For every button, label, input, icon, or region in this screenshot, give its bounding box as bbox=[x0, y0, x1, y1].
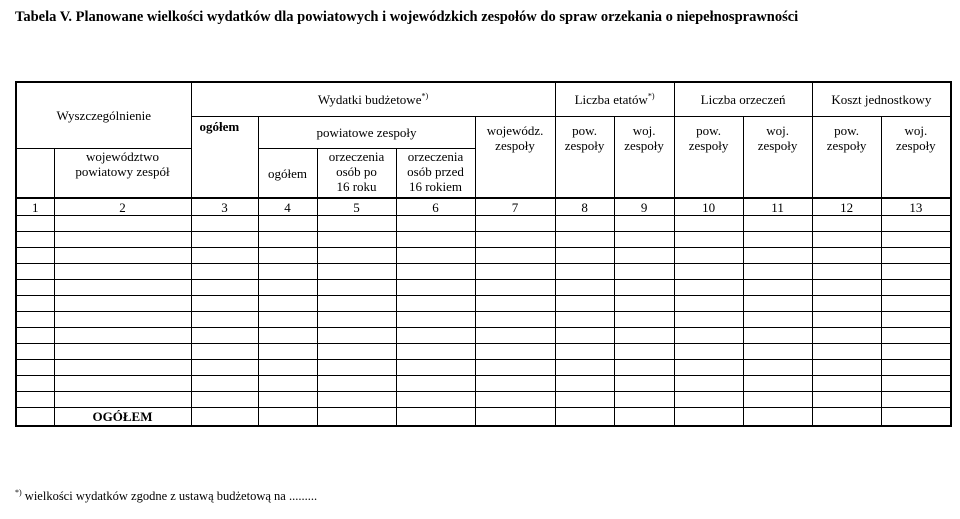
table-cell bbox=[555, 216, 614, 232]
table-cell bbox=[258, 264, 317, 280]
table-cell bbox=[258, 376, 317, 392]
table-cell bbox=[881, 360, 951, 376]
table-cell bbox=[614, 344, 674, 360]
table-cell bbox=[674, 408, 743, 427]
table-cell bbox=[16, 344, 54, 360]
table-cell bbox=[16, 328, 54, 344]
table-cell bbox=[396, 328, 475, 344]
table-cell bbox=[674, 344, 743, 360]
table-cell bbox=[812, 296, 881, 312]
table-cell bbox=[743, 312, 812, 328]
table-cell bbox=[16, 392, 54, 408]
table-cell bbox=[881, 280, 951, 296]
table-cell bbox=[54, 232, 191, 248]
header-wyszczegolnienie: Wyszczególnienie bbox=[16, 82, 191, 148]
table-cell bbox=[396, 392, 475, 408]
table-cell bbox=[396, 232, 475, 248]
table-cell bbox=[317, 344, 396, 360]
column-number: 10 bbox=[674, 198, 743, 216]
table-cell bbox=[475, 232, 555, 248]
table-cell bbox=[191, 360, 258, 376]
column-number: 5 bbox=[317, 198, 396, 216]
header-koszt-jednostkowy: Koszt jednostkowy bbox=[812, 82, 951, 116]
table-cell bbox=[812, 232, 881, 248]
header-etaty-pow: pow. zespoły bbox=[555, 116, 614, 198]
table-cell bbox=[674, 360, 743, 376]
table-cell bbox=[614, 312, 674, 328]
header-ogolem-label: ogółem bbox=[199, 118, 240, 134]
table-cell bbox=[258, 232, 317, 248]
table-cell bbox=[396, 216, 475, 232]
table-cell bbox=[614, 248, 674, 264]
table-cell bbox=[317, 360, 396, 376]
table-cell bbox=[743, 344, 812, 360]
table-cell bbox=[258, 216, 317, 232]
table-cell bbox=[16, 264, 54, 280]
table-cell bbox=[555, 296, 614, 312]
table-cell bbox=[674, 312, 743, 328]
table-cell bbox=[475, 408, 555, 427]
header-liczba-etatow: Liczba etatów*) bbox=[555, 82, 674, 116]
table-row bbox=[16, 344, 951, 360]
table-cell bbox=[16, 296, 54, 312]
table-cell bbox=[812, 360, 881, 376]
header-powiatowe-zespoly: powiatowe zespoły bbox=[258, 116, 475, 148]
table-cell bbox=[881, 216, 951, 232]
table-cell bbox=[674, 296, 743, 312]
header-ogolem-bold bbox=[191, 116, 258, 198]
table-cell bbox=[317, 392, 396, 408]
table-cell bbox=[614, 408, 674, 427]
table-cell bbox=[743, 408, 812, 427]
table-cell bbox=[555, 360, 614, 376]
table-cell bbox=[614, 216, 674, 232]
table-cell bbox=[396, 248, 475, 264]
table-cell bbox=[396, 296, 475, 312]
table-cell bbox=[317, 312, 396, 328]
table-cell bbox=[258, 248, 317, 264]
table-cell bbox=[812, 248, 881, 264]
table-cell bbox=[54, 328, 191, 344]
table-cell bbox=[614, 360, 674, 376]
table-cell bbox=[191, 248, 258, 264]
table-cell bbox=[555, 312, 614, 328]
footnote bbox=[15, 489, 317, 504]
column-number: 3 bbox=[191, 198, 258, 216]
table-cell bbox=[258, 328, 317, 344]
table-cell bbox=[317, 296, 396, 312]
table-cell bbox=[881, 408, 951, 427]
table-cell bbox=[54, 344, 191, 360]
table-cell bbox=[258, 296, 317, 312]
table-cell bbox=[555, 392, 614, 408]
table-cell bbox=[396, 312, 475, 328]
table-cell bbox=[258, 360, 317, 376]
column-number: 13 bbox=[881, 198, 951, 216]
table-cell bbox=[191, 392, 258, 408]
table-cell bbox=[674, 392, 743, 408]
table-cell bbox=[743, 376, 812, 392]
table-cell bbox=[16, 216, 54, 232]
table-cell bbox=[475, 248, 555, 264]
column-number: 12 bbox=[812, 198, 881, 216]
header-wojewodztwo-powiat: województwo powiatowy zespół bbox=[54, 148, 191, 198]
header-koszt-woj: woj. zespoły bbox=[881, 116, 951, 198]
table-cell bbox=[812, 376, 881, 392]
table-cell bbox=[191, 216, 258, 232]
table-row bbox=[16, 376, 951, 392]
header-etaty-woj: woj. zespoły bbox=[614, 116, 674, 198]
table-cell bbox=[191, 296, 258, 312]
total-row bbox=[16, 408, 951, 427]
table-row bbox=[16, 312, 951, 328]
table-cell bbox=[258, 392, 317, 408]
table-cell bbox=[54, 360, 191, 376]
table-cell bbox=[396, 376, 475, 392]
table-cell bbox=[555, 408, 614, 427]
table-cell bbox=[881, 376, 951, 392]
table-cell bbox=[475, 216, 555, 232]
table-cell bbox=[614, 328, 674, 344]
table-cell bbox=[317, 328, 396, 344]
page-title: Tabela V. Planowane wielkości wydatków dla powiatowych i wojewódzkich zespołów do spraw orzekania o niepełnosprawności bbox=[15, 9, 799, 25]
table-cell bbox=[812, 280, 881, 296]
table-cell bbox=[317, 248, 396, 264]
table-cell bbox=[475, 376, 555, 392]
footnote-marker: *) bbox=[15, 487, 22, 497]
table-cell bbox=[191, 328, 258, 344]
table-cell bbox=[16, 312, 54, 328]
table-cell bbox=[674, 264, 743, 280]
table-cell bbox=[258, 280, 317, 296]
column-number-row bbox=[16, 198, 951, 216]
table-cell bbox=[812, 312, 881, 328]
table-cell bbox=[475, 312, 555, 328]
table-cell bbox=[191, 280, 258, 296]
table-cell bbox=[16, 408, 54, 427]
table-cell bbox=[54, 248, 191, 264]
table-cell bbox=[614, 264, 674, 280]
table-cell bbox=[674, 328, 743, 344]
table-row bbox=[16, 328, 951, 344]
column-number: 4 bbox=[258, 198, 317, 216]
table-cell bbox=[54, 296, 191, 312]
header-wydatki: Wydatki budżetowe*) bbox=[191, 82, 555, 116]
table-cell bbox=[191, 344, 258, 360]
table-cell bbox=[881, 248, 951, 264]
table-cell bbox=[317, 376, 396, 392]
table-cell bbox=[812, 344, 881, 360]
table-cell bbox=[396, 280, 475, 296]
table-row bbox=[16, 392, 951, 408]
table-cell bbox=[191, 408, 258, 427]
header-blank bbox=[16, 148, 54, 198]
table-cell bbox=[881, 392, 951, 408]
table-cell bbox=[16, 360, 54, 376]
table-cell bbox=[812, 408, 881, 427]
header-powiat-ogolem: ogółem bbox=[258, 148, 317, 198]
table-cell bbox=[317, 408, 396, 427]
table-cell bbox=[743, 296, 812, 312]
table-cell bbox=[54, 216, 191, 232]
table-cell bbox=[475, 360, 555, 376]
table-cell bbox=[396, 344, 475, 360]
table-cell bbox=[475, 296, 555, 312]
table-cell bbox=[614, 296, 674, 312]
table-cell bbox=[16, 232, 54, 248]
table-cell bbox=[191, 232, 258, 248]
table-cell bbox=[881, 328, 951, 344]
table-cell bbox=[812, 264, 881, 280]
table-cell bbox=[258, 312, 317, 328]
table-cell bbox=[743, 216, 812, 232]
table-cell bbox=[674, 376, 743, 392]
table-cell bbox=[674, 232, 743, 248]
table-cell bbox=[16, 376, 54, 392]
column-number: 2 bbox=[54, 198, 191, 216]
column-number: 7 bbox=[475, 198, 555, 216]
header-orzeczenia-po-16: orzeczenia osób po 16 roku bbox=[317, 148, 396, 198]
table-cell bbox=[555, 232, 614, 248]
table-cell bbox=[812, 216, 881, 232]
table-cell bbox=[191, 376, 258, 392]
table-cell bbox=[881, 296, 951, 312]
column-number: 11 bbox=[743, 198, 812, 216]
table-cell bbox=[743, 264, 812, 280]
table-cell bbox=[317, 280, 396, 296]
table-cell bbox=[812, 392, 881, 408]
table-cell bbox=[614, 280, 674, 296]
column-number: 9 bbox=[614, 198, 674, 216]
table-cell bbox=[674, 248, 743, 264]
table-cell bbox=[317, 232, 396, 248]
table-cell bbox=[674, 216, 743, 232]
table-cell bbox=[881, 232, 951, 248]
table-cell bbox=[881, 264, 951, 280]
table-cell bbox=[743, 280, 812, 296]
table-cell bbox=[475, 328, 555, 344]
footnote-text: wielkości wydatków zgodne z ustawą budżetową na ......... bbox=[21, 489, 318, 503]
header-koszt-pow: pow. zespoły bbox=[812, 116, 881, 198]
header-wojewodz-zespoly: wojewódz. zespoły bbox=[475, 116, 555, 198]
table-row bbox=[16, 360, 951, 376]
table-cell bbox=[317, 216, 396, 232]
table-cell bbox=[743, 392, 812, 408]
table-cell bbox=[555, 328, 614, 344]
table-cell bbox=[54, 264, 191, 280]
table-cell bbox=[614, 392, 674, 408]
table-cell bbox=[555, 264, 614, 280]
table-cell bbox=[743, 232, 812, 248]
table-cell bbox=[614, 232, 674, 248]
table-row bbox=[16, 280, 951, 296]
table-cell bbox=[555, 248, 614, 264]
table-cell bbox=[16, 248, 54, 264]
table-row bbox=[16, 296, 951, 312]
table-cell bbox=[555, 344, 614, 360]
table-cell bbox=[54, 280, 191, 296]
header-orzeczenia-przed-16: orzeczenia osób przed 16 rokiem bbox=[396, 148, 475, 198]
table-row bbox=[16, 264, 951, 280]
table-row bbox=[16, 216, 951, 232]
table-cell bbox=[16, 280, 54, 296]
table-cell bbox=[881, 312, 951, 328]
table-cell bbox=[881, 344, 951, 360]
expenditure-table bbox=[15, 81, 952, 427]
table-cell bbox=[475, 344, 555, 360]
table-cell bbox=[191, 264, 258, 280]
table-cell bbox=[555, 376, 614, 392]
column-number: 6 bbox=[396, 198, 475, 216]
table-cell bbox=[812, 328, 881, 344]
table-cell bbox=[475, 392, 555, 408]
table-cell bbox=[396, 264, 475, 280]
table-cell bbox=[674, 280, 743, 296]
table-cell bbox=[396, 408, 475, 427]
table-cell bbox=[54, 376, 191, 392]
header-liczba-orzeczen: Liczba orzeczeń bbox=[674, 82, 812, 116]
table-cell bbox=[191, 312, 258, 328]
table-cell bbox=[258, 344, 317, 360]
table-cell bbox=[555, 280, 614, 296]
table-row bbox=[16, 232, 951, 248]
table-cell bbox=[743, 248, 812, 264]
table-cell bbox=[614, 376, 674, 392]
table-cell bbox=[317, 264, 396, 280]
table-cell bbox=[258, 408, 317, 427]
table-cell bbox=[396, 360, 475, 376]
table-cell bbox=[475, 264, 555, 280]
header-orzeczenia-pow: pow. zespoły bbox=[674, 116, 743, 198]
table-cell bbox=[475, 280, 555, 296]
table-row bbox=[16, 248, 951, 264]
table-cell bbox=[743, 328, 812, 344]
total-label: OGÓŁEM bbox=[54, 408, 191, 427]
table-cell bbox=[743, 360, 812, 376]
table-cell bbox=[54, 392, 191, 408]
column-number: 8 bbox=[555, 198, 614, 216]
header-orzeczenia-woj: woj. zespoły bbox=[743, 116, 812, 198]
table-cell bbox=[54, 312, 191, 328]
column-number: 1 bbox=[16, 198, 54, 216]
